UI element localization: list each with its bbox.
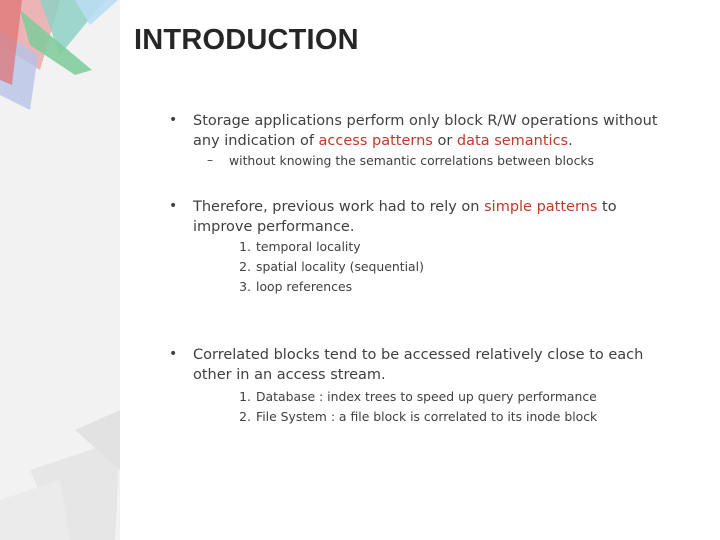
bullet-1-text [193,112,673,151]
list-item: Database : index trees to speed up query performance [256,389,597,404]
bullet-marker: • [169,112,178,128]
list-item: spatial locality (sequential) [256,259,424,274]
list-item-number: 2. [239,409,251,424]
sub-bullet-dash: – [207,153,213,167]
bullet-2-text-post: to improve performance. [193,199,617,235]
list-item-number: 1. [239,239,251,254]
bullet-1-text-post: . [568,132,573,149]
list-item-number: 1. [239,389,251,404]
bullet-1-text-mid: or [432,132,457,149]
bullet-marker: • [169,198,178,214]
bullet-2-text [193,198,673,237]
sub-bullet-text: without knowing the semantic correlations between blocks [229,153,595,168]
bullet-1-text-pre: Storage applications perform only block R/W operations without any indication of [193,113,658,149]
highlight-simple-patterns: simple patterns [484,199,598,215]
bullet-marker: • [169,346,178,362]
bullet-2-text-pre: Therefore, previous work had to rely on [193,199,485,215]
highlight-access-patterns: access patterns [318,132,433,149]
list-item: loop references [256,279,353,294]
list-item: File System : a file block is correlated to its inode block [256,409,598,424]
slide-title: INTRODUCTION [134,24,359,56]
highlight-data-semantics: data semantics [456,132,569,149]
bullet-3-text: Correlated blocks tend to be accessed relatively close to each other in an access stream. [193,347,644,383]
list-item: temporal locality [256,239,361,254]
list-item-number: 2. [239,259,251,274]
decorative-leaf-shapes [0,0,130,540]
list-item-number: 3. [239,279,251,294]
